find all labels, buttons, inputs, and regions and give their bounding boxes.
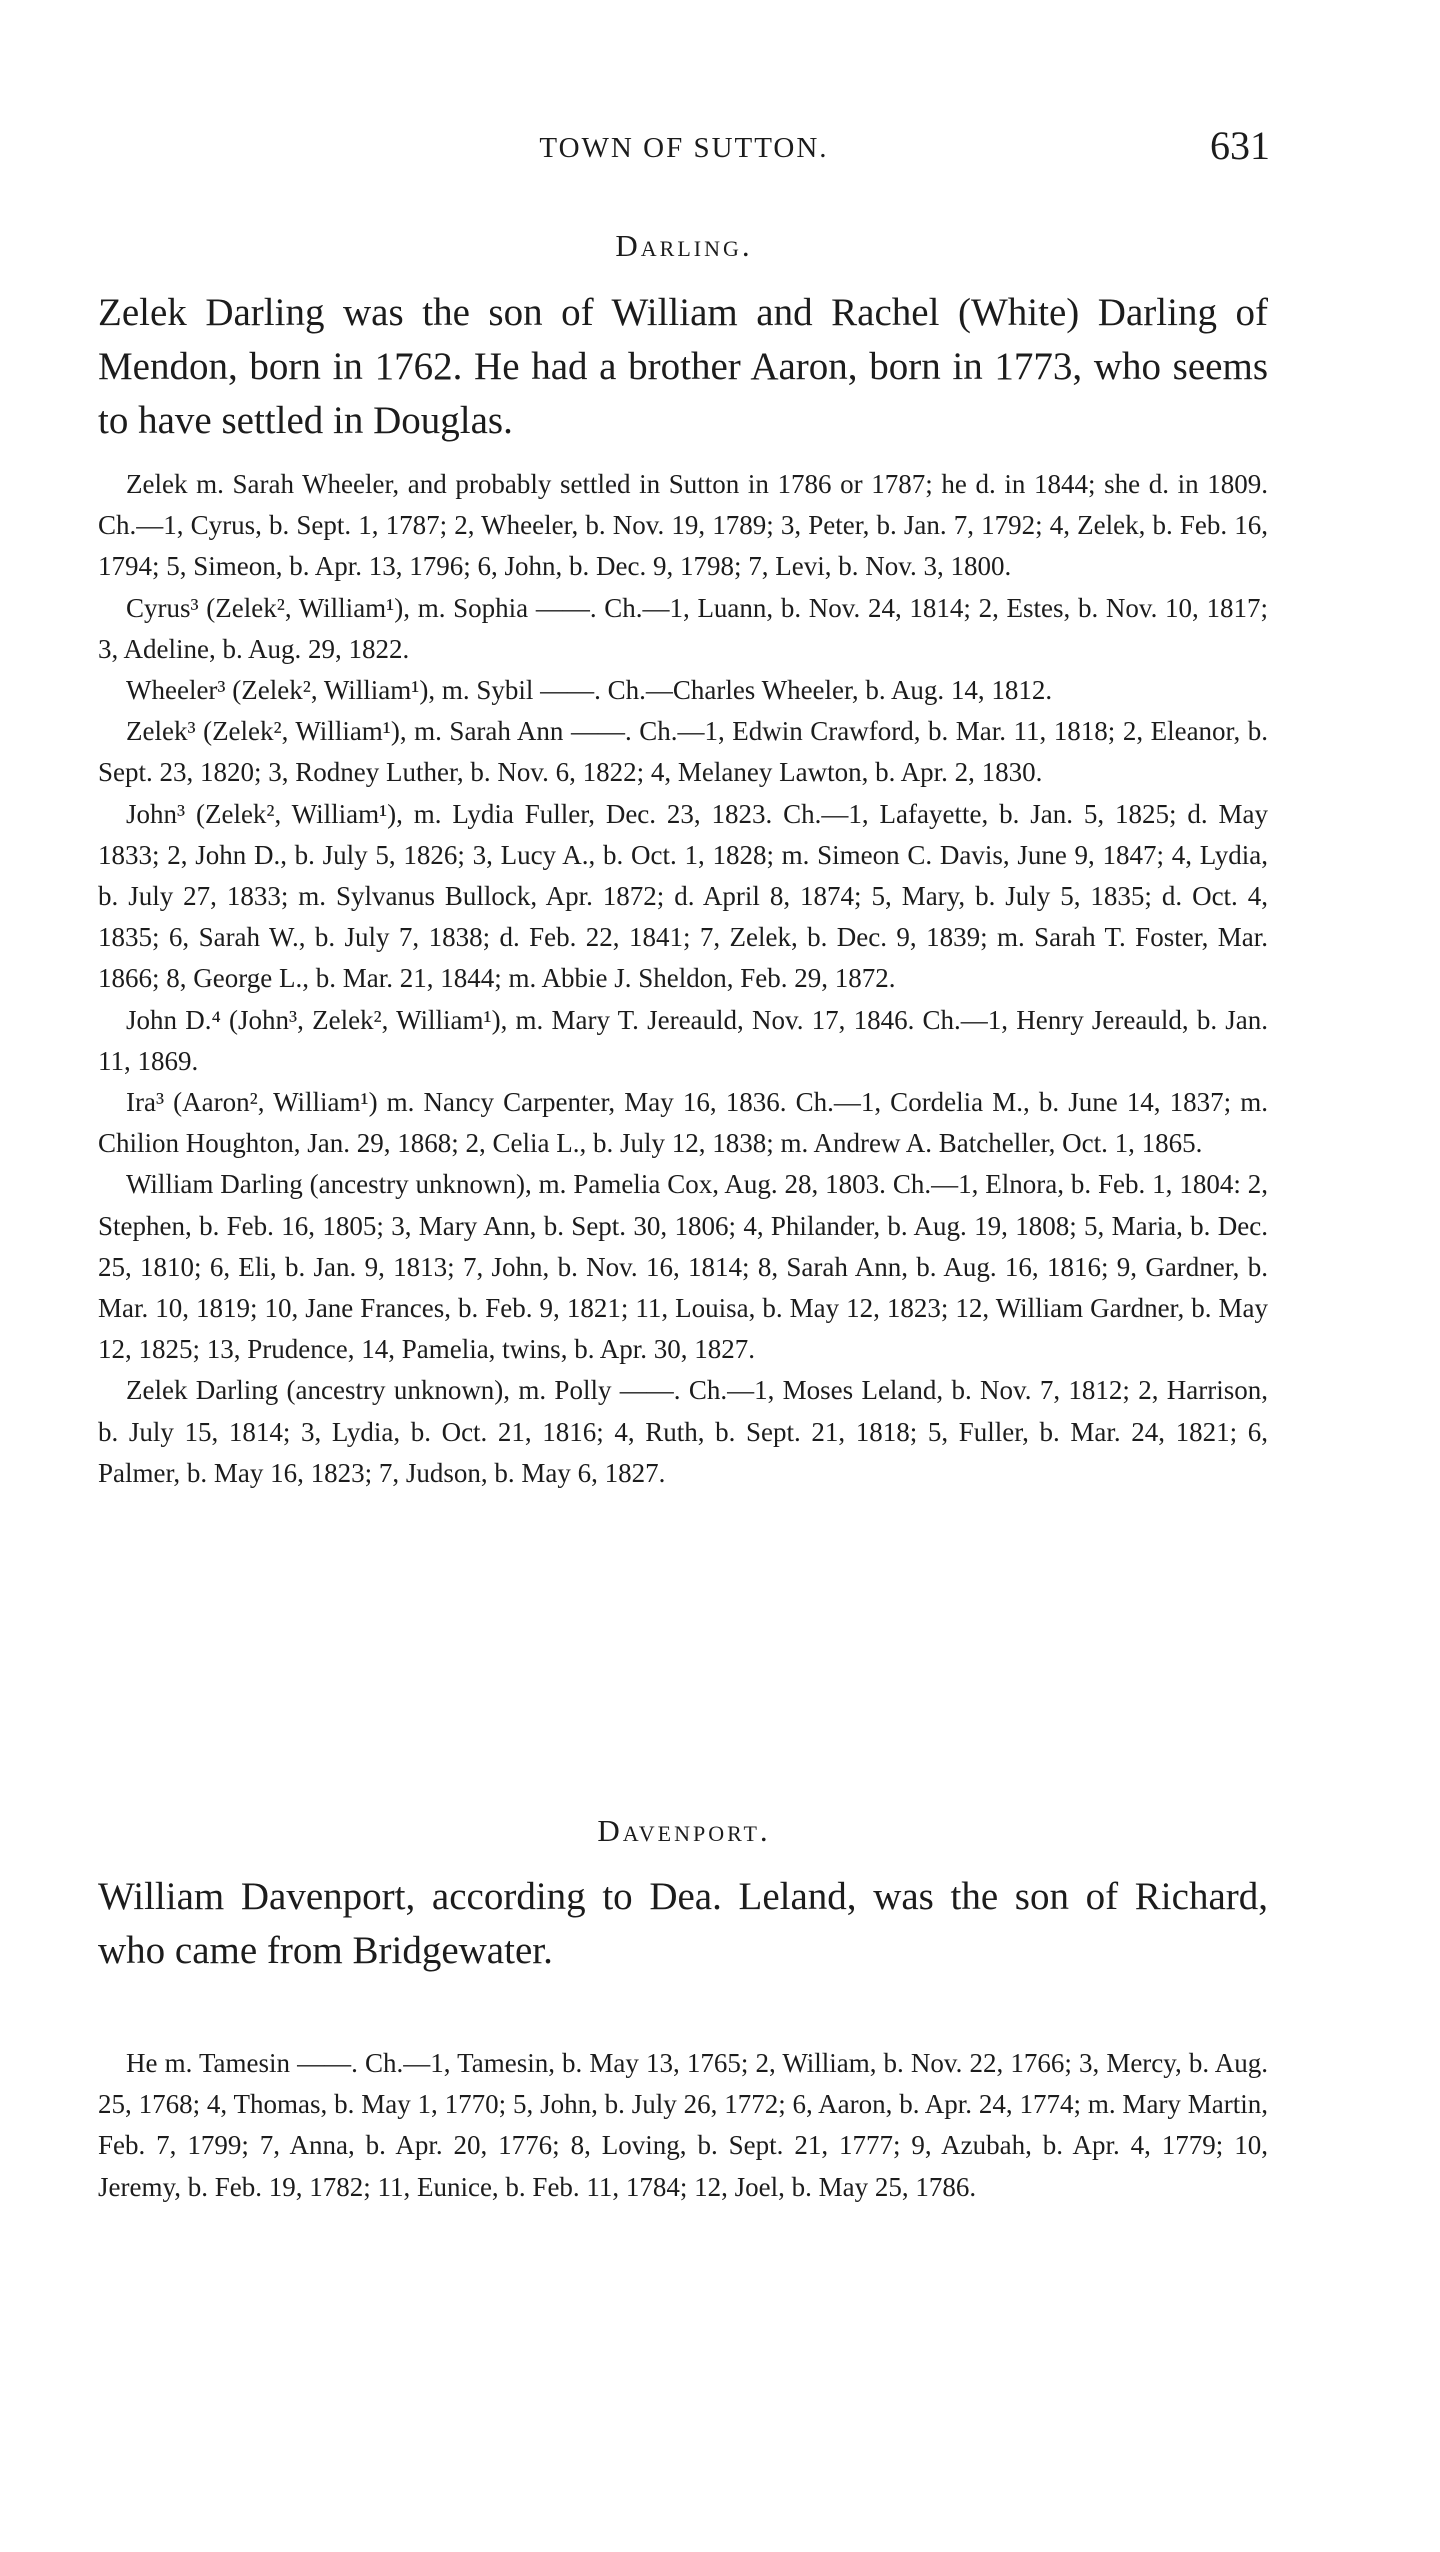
section-title-darling: Darling. bbox=[615, 228, 753, 263]
genealogy-entry: Zelek³ (Zelek², William¹), m. Sarah Ann ——. Ch.—1, Edwin Crawford, b. Mar. 11, 1818; 2, Eleanor, b. Sept. 23, 1820; 3, Rodney Luther, b. Nov. 6, 1822; 4, Melaney Lawton, b. Apr. 2, 1830. bbox=[98, 716, 1268, 788]
entries-davenport bbox=[98, 2043, 1268, 2208]
section-title-davenport: Davenport. bbox=[597, 1813, 771, 1848]
genealogy-entry: Zelek Darling (ancestry unknown), m. Polly ——. Ch.—1, Moses Leland, b. Nov. 7, 1812; 2, Harrison, b. July 15, 1814; 3, Lydia, b. Oct. 21, 1816; 4, Ruth, b. Sept. 21, 1818; 5, Fuller, b. Mar. 24, 1821; 6, Palmer, b. May 16, 1823; 7, Judson, b. May 6, 1827. bbox=[98, 1375, 1268, 1488]
section-intro-darling: Zelek Darling was the son of William and Rachel (White) Darling of Mendon, born in 1762. He had a brother Aaron, born in 1773, who seems to have settled in Douglas. bbox=[98, 291, 1268, 442]
section-intro-davenport: William Davenport, according to Dea. Leland, was the son of Richard, who came from Bridgewater. bbox=[98, 1875, 1268, 1972]
running-head bbox=[98, 118, 1270, 178]
genealogy-entry: John³ (Zelek², William¹), m. Lydia Fuller, Dec. 23, 1823. Ch.—1, Lafayette, b. Jan. 5, 1825; d. May 1833; 2, John D., b. July 5, 1826; 3, Lucy A., b. Oct. 1, 1828; m. Simeon C. Davis, June 9, 1847; 4, Lydia, b. July 27, 1833; m. Sylvanus Bullock, Apr. 1872; d. April 8, 1874; 5, Mary, b. July 5, 1835; d. Oct. 4, 1835; 6, Sarah W., b. July 7, 1838; d. Feb. 22, 1841; 7, Zelek, b. Dec. 9, 1839; m. Sarah T. Foster, Mar. 1866; 8, George L., b. Mar. 21, 1844; m. Abbie J. Sheldon, Feb. 29, 1872. bbox=[98, 798, 1268, 994]
running-title: TOWN OF SUTTON. bbox=[539, 132, 829, 164]
genealogy-entry: Zelek m. Sarah Wheeler, and probably settled in Sutton in 1786 or 1787; he d. in 1844; she d. in 1809. Ch.—1, Cyrus, b. Sept. 1, 1787; 2, Wheeler, b. Nov. 19, 1789; 3, Peter, b. Jan. 7, 1792; 4, Zelek, b. Feb. 16, 1794; 5, Simeon, b. Apr. 13, 1796; 6, John, b. Dec. 9, 1798; 7, Levi, b. Nov. 3, 1800. bbox=[98, 469, 1268, 582]
page-number: 631 bbox=[1210, 123, 1270, 168]
genealogy-entry: William Darling (ancestry unknown), m. Pamelia Cox, Aug. 28, 1803. Ch.—1, Elnora, b. Feb. 1, 1804: 2, Stephen, b. Feb. 16, 1805; 3, Mary Ann, b. Sept. 30, 1806; 4, Philander, b. Aug. 19, 1808; 5, Maria, b. Dec. 25, 1810; 6, Eli, b. Jan. 9, 1813; 7, John, b. Nov. 16, 1814; 8, Sarah Ann, b. Aug. 16, 1816; 9, Gardner, b. Mar. 10, 1819; 10, Jane Frances, b. Feb. 9, 1821; 11, Louisa, b. May 12, 1823; 12, William Gardner, b. May 12, 1825; 13, Prudence, 14, Pamelia, twins, b. Apr. 30, 1827. bbox=[98, 1169, 1268, 1365]
genealogy-entry: John D.⁴ (John³, Zelek², William¹), m. Mary T. Jereauld, Nov. 17, 1846. Ch.—1, Henry Jereauld, b. Jan. 11, 1869. bbox=[98, 1004, 1268, 1076]
genealogy-entry: Ira³ (Aaron², William¹) m. Nancy Carpenter, May 16, 1836. Ch.—1, Cordelia M., b. June 14, 1837; m. Chilion Houghton, Jan. 29, 1868; 2, Celia L., b. July 12, 1838; m. Andrew A. Batcheller, Oct. 1, 1865. bbox=[98, 1087, 1268, 1159]
genealogy-entry: Wheeler³ (Zelek², William¹), m. Sybil ——. Ch.—Charles Wheeler, b. Aug. 14, 1812. bbox=[126, 675, 1053, 706]
genealogy-entry: Cyrus³ (Zelek², William¹), m. Sophia ——. Ch.—1, Luann, b. Nov. 24, 1814; 2, Estes, b. Nov. 10, 1817; 3, Adeline, b. Aug. 29, 1822. bbox=[98, 592, 1268, 664]
genealogy-entry: He m. Tamesin ——. Ch.—1, Tamesin, b. May 13, 1765; 2, William, b. Nov. 22, 1766; 3, Mercy, b. Aug. 25, 1768; 4, Thomas, b. May 1, 1770; 5, John, b. July 26, 1772; 6, Aaron, b. Apr. 24, 1774; m. Mary Martin, Feb. 7, 1799; 7, Anna, b. Apr. 20, 1776; 8, Loving, b. Sept. 21, 1777; 9, Azubah, b. Apr. 4, 1779; 10, Jeremy, b. Feb. 19, 1782; 11, Eunice, b. Feb. 11, 1784; 12, Joel, b. May 25, 1786. bbox=[98, 2048, 1268, 2202]
entries-darling bbox=[98, 464, 1268, 1494]
